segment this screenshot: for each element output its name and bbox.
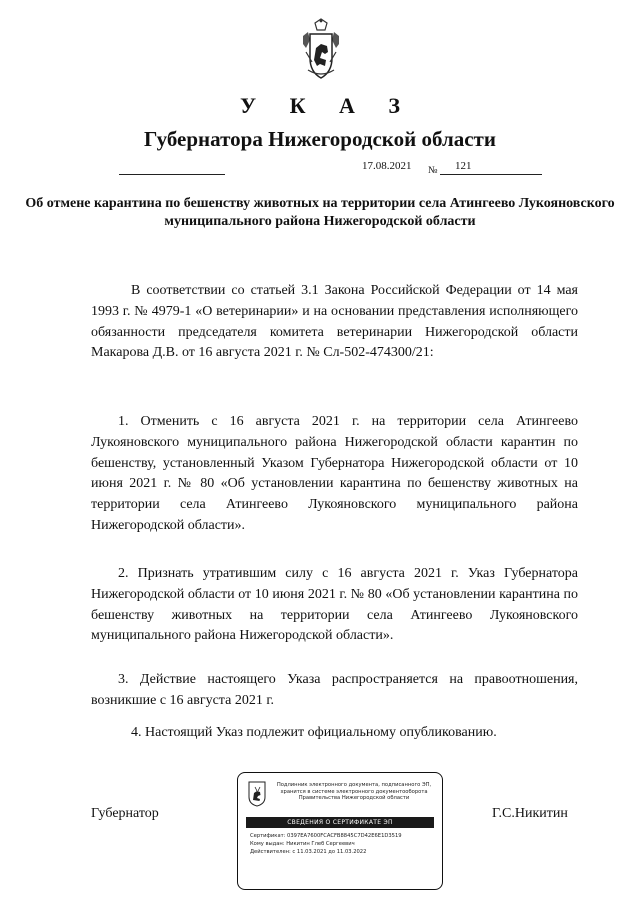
certificate-owner: Кому выдан: Никитин Глеб Сергеевич — [250, 841, 355, 847]
certificate-validity: Действителен: с 11.03.2021 до 11.03.2022 — [250, 849, 367, 855]
electronic-signature-stamp — [237, 772, 443, 890]
document-type-title: У К А З — [239, 93, 415, 118]
signer-name: Г.С.Никитин — [492, 806, 568, 821]
clause-2: 2. Признать утратившим силу с 16 августа 2021 г. Указ Губернатора Нижегородской области от 10 июня 2021 г. № 80 «Об установлении карантина по бешенству животных на территории села Атингеево Лукояновского муниципального района Нижегородской области». — [91, 566, 578, 644]
clause-4: 4. Настоящий Указ подлежит официальному опубликованию. — [131, 725, 497, 740]
preamble-paragraph: В соответствии со статьей 3.1 Закона Российской Федерации от 14 мая 1993 г. № 4979-1 «О ветеринарии» и на основании представления исполняющего обязанности председателя комитета ветеринарии Нижегородской области Макарова Д.В. от 16 августа 2021 г. № Сл-502-474300/21: — [91, 283, 578, 361]
coat-of-arms-icon — [300, 18, 342, 82]
issuer-title: Губернатора Нижегородской области — [144, 127, 496, 151]
stamp-heading: СВЕДЕНИЯ О СЕРТИФИКАТЕ ЭП — [246, 817, 434, 828]
document-number: 121 — [455, 160, 472, 172]
deer-emblem-icon — [248, 781, 266, 807]
signer-position: Губернатор — [91, 806, 159, 821]
number-underline — [440, 174, 542, 175]
document-date: 17.08.2021 — [362, 160, 412, 172]
stamp-notice: Подлинник электронного документа, подписанного ЭП, хранится в системе электронного документооборота Правительства Нижегородской области — [276, 782, 432, 802]
certificate-serial: Сертификат: 0397EA7600FCACFB8845C7D42E6E1D3519 — [250, 833, 402, 839]
document-subject: Об отмене карантина по бешенству животных на территории села Атингеево Лукояновского муниципального района Нижегородской области — [25, 196, 615, 229]
clause-1: 1. Отменить с 16 августа 2021 г. на территории села Атингеево Лукояновского муниципального района Нижегородской области карантин по бешенству, установленный Указом Губернатора Нижегородской области от 10 июня 2021 г. № 80 «Об установлении карантина по бешенству животных на территории села Атингеево Лукояновского муниципального района Нижегородской области». — [91, 414, 578, 533]
clause-3: 3. Действие настоящего Указа распространяется на правоотношения, возникшие с 16 августа 2021 г. — [91, 672, 578, 708]
date-underline-left — [119, 174, 225, 175]
number-label: № — [428, 165, 438, 176]
